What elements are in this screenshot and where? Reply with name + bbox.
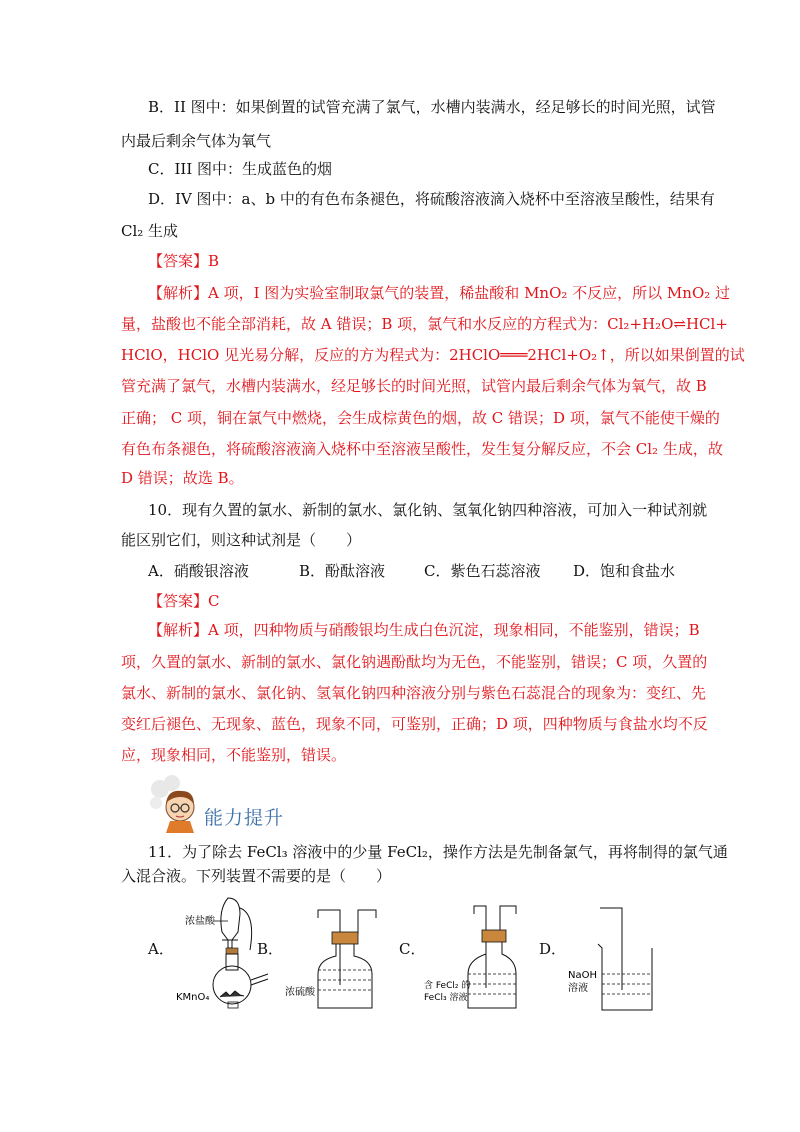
q10-analysis-line: 应，现象相同，不能鉴别，错误。 [121,746,347,764]
section-banner [150,775,710,835]
apparatus-figures [0,890,800,1030]
figure-a-letter: A． [148,940,174,958]
q9-analysis-line: HClO，HClO 见光易分解，反应的方为程式为：2HClO═══2HCl+O₂↑，所以如果倒置的试 [121,346,745,364]
figure-d-label-line1: NaOH [568,970,597,981]
figure-c-label-line2: FeCl₃ 溶液 [424,993,468,1003]
q10-analysis-line: 变红后褪色、无现象、蓝色，现象不同，可鉴别，正确；D 项，四种物质与食盐水均不反 [121,715,708,733]
q10-stem-line2: 能区别它们，则这种试剂是（ ） [121,531,362,549]
q9-option-b-line1: B．II 图中：如果倒置的试管充满了氯气，水槽内装满水，经足够长的时间光照，试管 [148,98,716,116]
q10-answer: 【答案】C [148,592,220,610]
q10-option-b: B．酚酞溶液 [299,562,386,580]
q9-analysis-line: 正确； C 项，铜在氯气中燃烧，会生成棕黄色的烟，故 C 错误；D 项，氯气不能使干燥的 [121,409,720,427]
figure-b-label: 浓硫酸 [285,987,315,998]
figure-b-letter: B． [257,940,284,958]
q10-option-a: A．硝酸银溶液 [148,562,249,580]
q10-option-d: D．饱和食盐水 [573,562,676,580]
q9-answer: 【答案】B [148,252,220,270]
q9-option-b-line2: 内最后剩余气体为氧气 [121,132,272,150]
figure-a-label-bottom: KMnO₄ [176,992,210,1003]
figure-c-label-line1: 含 FeCl₂ 的 [424,981,471,991]
q9-analysis-line: 【解析】A 项，I 图为实验室制取氯气的装置，稀盐酸和 MnO₂ 不反应，所以 MnO₂ 过 [148,284,731,302]
q9-option-c: C．III 图中：生成蓝色的烟 [148,160,333,178]
q10-stem-line1: 10．现有久置的氯水、新制的氯水、氯化钠、氢氧化钠四种溶液，可加入一种试剂就 [148,501,708,519]
figure-c-letter: C． [399,940,426,958]
figure-d-letter: D． [539,940,567,958]
q10-options [0,561,800,581]
q10-option-c: C．紫色石蕊溶液 [424,562,541,580]
q10-analysis-line: 项，久置的氯水、新制的氯水、氯化钠遇酚酞均为无色，不能鉴别，错误；C 项，久置的 [121,653,708,671]
q10-analysis-line: 氯水、新制的氯水、氯化钠、氢氧化钠四种溶液分别与紫色石蕊混合的现象为：变红、先 [121,684,707,702]
figure-a-label-top: 浓盐酸 [185,916,215,927]
figure-b-apparatus [285,910,376,1008]
q9-option-d-line1: D．IV 图中：a、b 中的有色布条褪色，将硫酸溶液滴入烧杯中至溶液呈酸性，结果有 [148,190,715,208]
q11-stem-line2: 入混合液。下列装置不需要的是（ ） [121,867,392,885]
q9-option-d-line2: Cl₂ 生成 [121,222,179,240]
q9-analysis-line: 量，盐酸也不能全部消耗，故 A 错误；B 项，氯气和水反应的方程式为：Cl₂+H₂O⇌HCl+ [121,315,728,333]
q9-analysis-line: 有色布条褪色，将硫酸溶液滴入烧杯中至溶液呈酸性，发生复分解反应，不会 Cl₂ 生成，故 [121,440,723,458]
q9-analysis-line: D 错误；故选 B。 [121,469,244,487]
q9-analysis-line: 管充满了氯气，水槽内装满水，经足够长的时间光照，试管内最后剩余气体为氧气，故 B [121,377,707,395]
q10-analysis-line: 【解析】A 项，四种物质与硝酸银均生成白色沉淀，现象相同，不能鉴别，错误；B [148,621,700,639]
figure-d-label-line2: 溶液 [568,983,588,994]
figure-a-apparatus [176,898,268,1008]
q11-stem-line1: 11．为了除去 FeCl₃ 溶液中的少量 FeCl₂，操作方法是先制备氯气，再将制得的氯气通 [148,843,728,861]
figure-d-apparatus [568,908,652,1010]
student-thinking-icon [150,775,202,835]
figure-c-apparatus [424,906,516,1008]
section-title: 能力提升 [204,807,285,829]
